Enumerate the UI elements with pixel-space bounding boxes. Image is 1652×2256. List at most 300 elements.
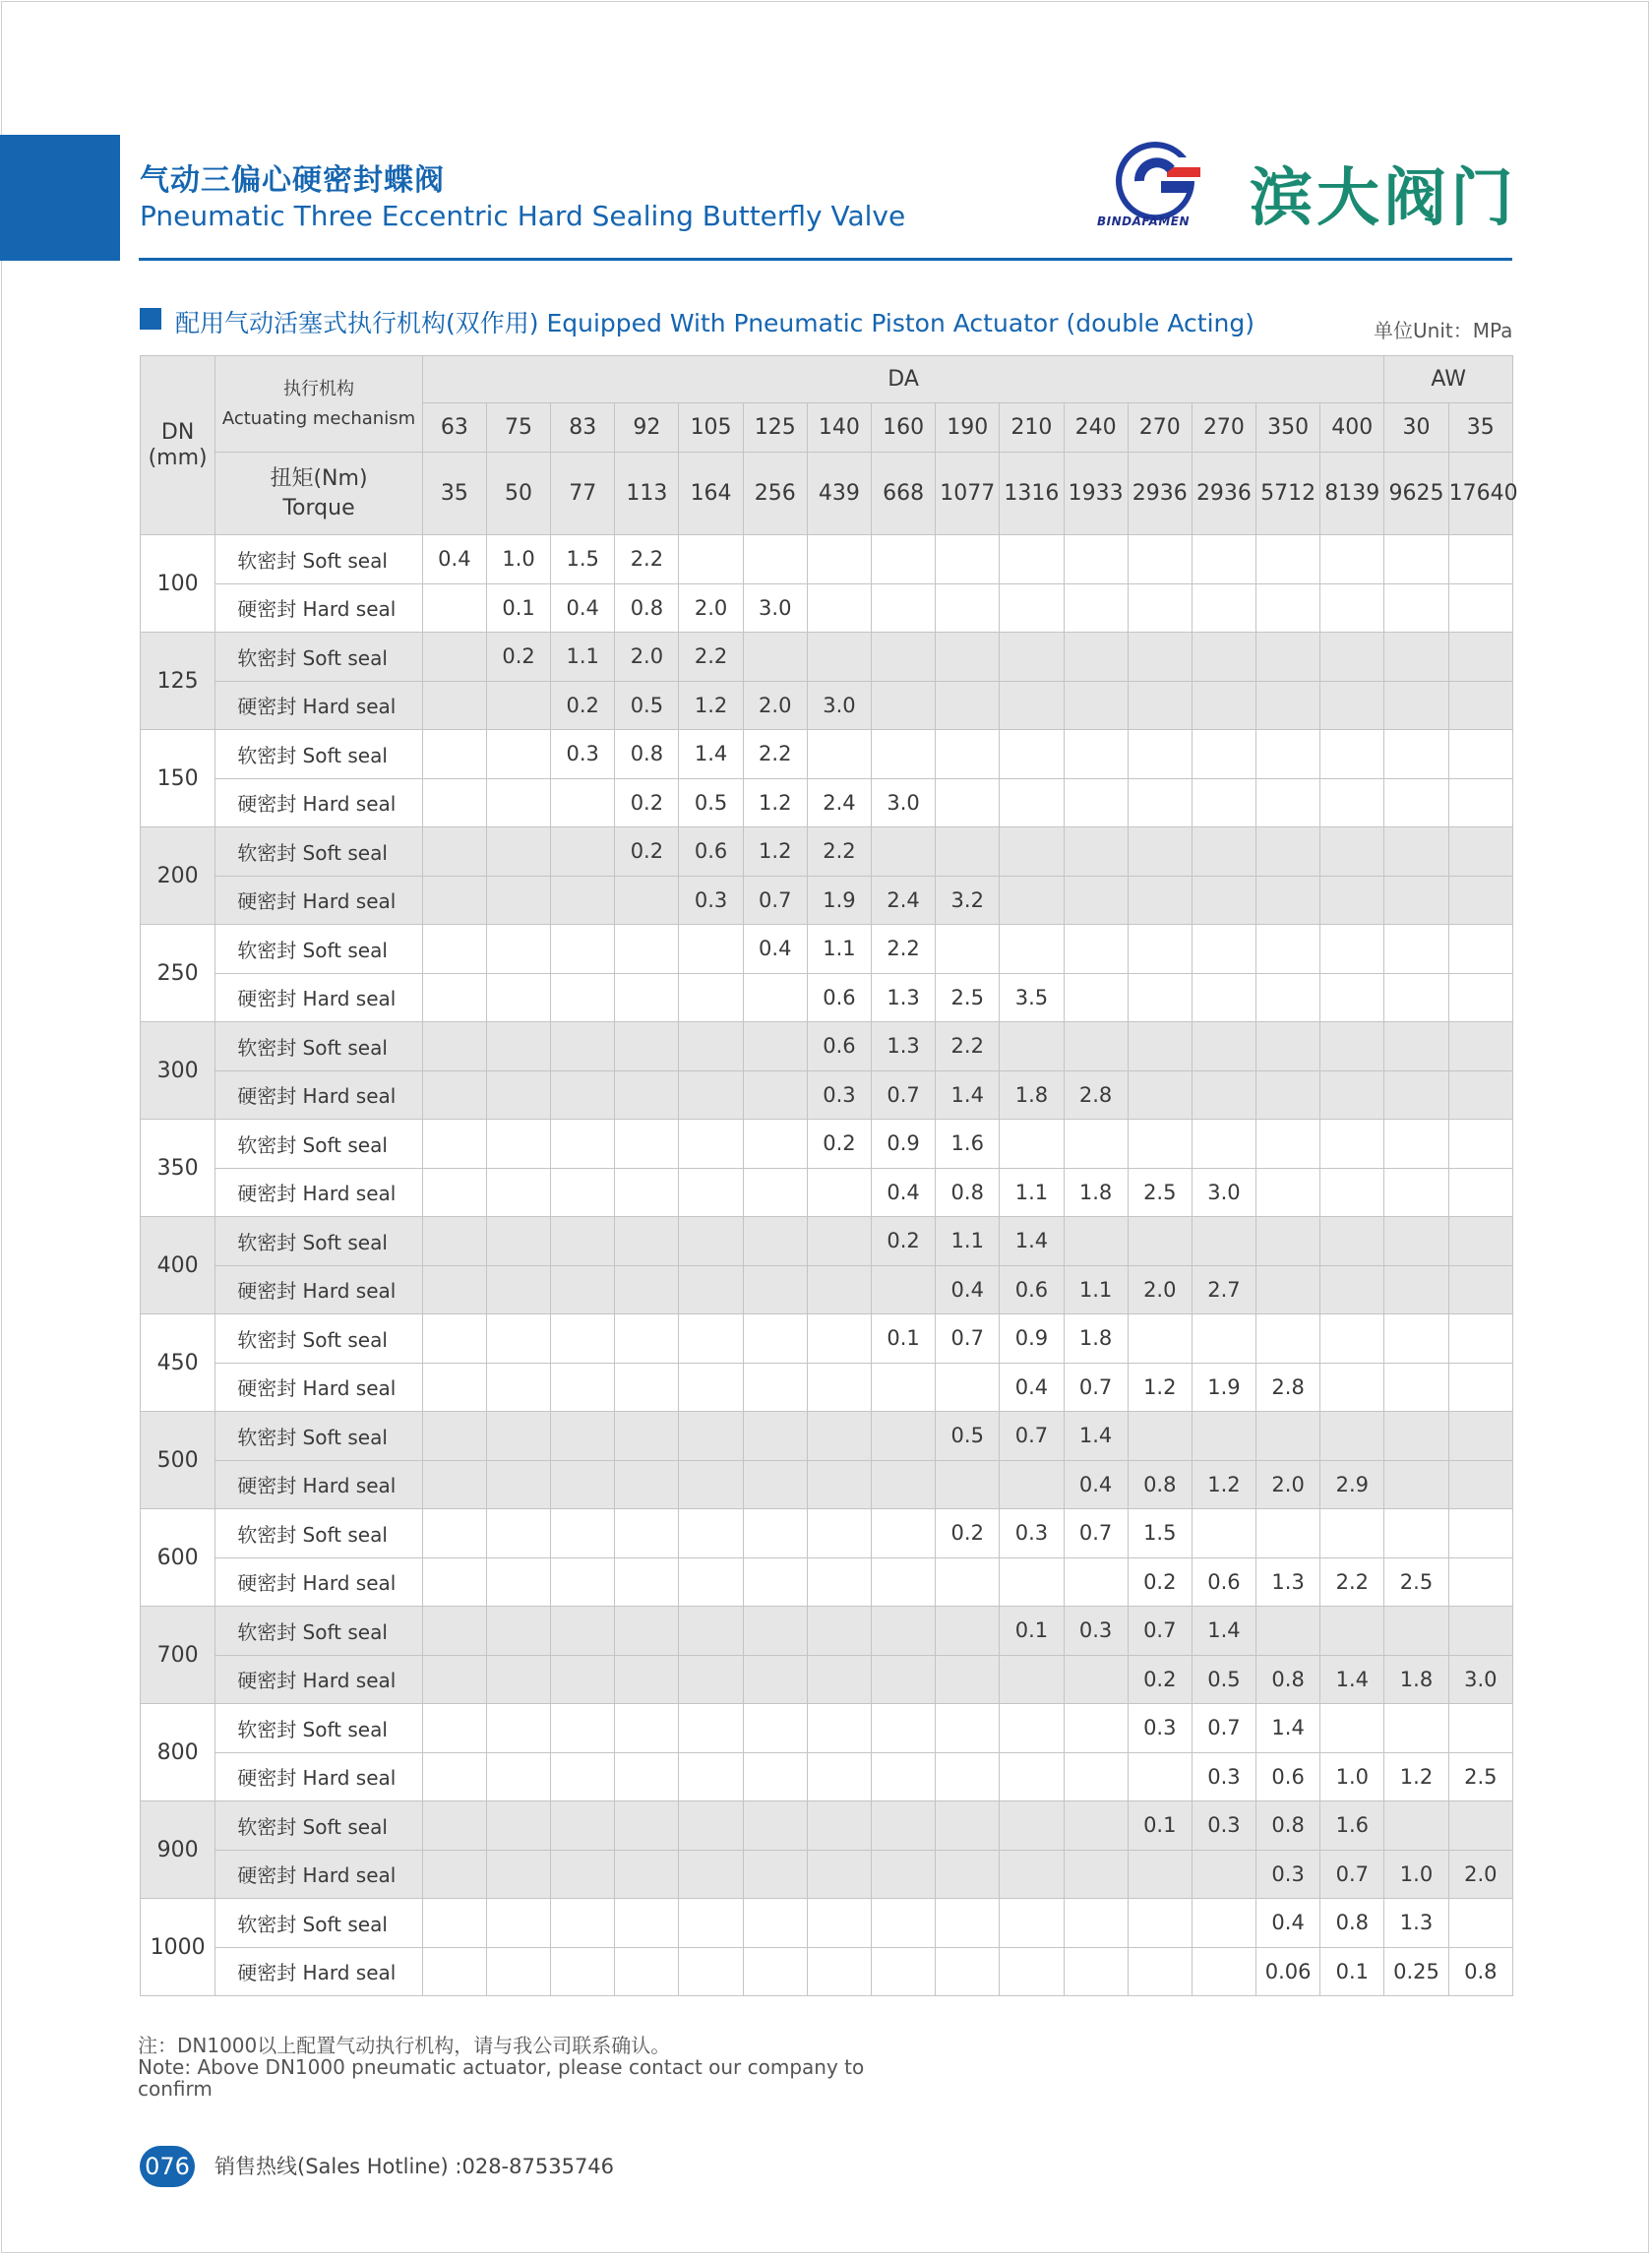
pressure-value-cell — [936, 633, 1000, 682]
pressure-value-cell: 1.4 — [1320, 1655, 1384, 1704]
table-row — [141, 778, 1513, 827]
pressure-value-cell — [872, 1607, 936, 1656]
pressure-value-cell — [1320, 633, 1384, 682]
pressure-value-cell — [1192, 633, 1255, 682]
dn-cell: 700 — [141, 1607, 215, 1704]
pressure-value-cell — [936, 535, 1000, 584]
pressure-value-cell: 1.4 — [1192, 1607, 1255, 1656]
pressure-value-cell — [551, 1704, 615, 1753]
pressure-value-cell — [1000, 1752, 1064, 1801]
pressure-value-cell: 0.25 — [1384, 1947, 1448, 1996]
pressure-value-cell: 1.1 — [807, 925, 871, 974]
table-row — [141, 1704, 1513, 1753]
table-row — [141, 535, 1513, 584]
pressure-value-cell: 0.3 — [1192, 1801, 1255, 1851]
table-row — [141, 1801, 1513, 1851]
actuator-size-cell: 35 — [1448, 403, 1512, 453]
pressure-value-cell — [807, 1655, 871, 1704]
pressure-value-cell: 0.4 — [422, 535, 486, 584]
pressure-value-cell — [1384, 1120, 1448, 1169]
pressure-value-cell — [807, 730, 871, 779]
pressure-value-cell: 0.4 — [1064, 1460, 1128, 1509]
pressure-value-cell — [679, 973, 743, 1022]
pressure-value-cell: 0.7 — [1064, 1363, 1128, 1412]
pressure-value-cell: 0.3 — [551, 730, 615, 779]
hard-seal-label: 硬密封 Hard seal — [215, 1850, 423, 1899]
pressure-value-cell: 1.2 — [1192, 1460, 1255, 1509]
dn-cell: 350 — [141, 1120, 215, 1217]
pressure-value-cell — [1384, 1265, 1448, 1314]
pressure-value-cell: 3.0 — [1448, 1655, 1512, 1704]
actuator-size-cell: 30 — [1384, 403, 1448, 453]
pressure-value-cell — [1320, 1217, 1384, 1266]
pressure-value-cell — [1192, 1412, 1255, 1461]
pressure-value-cell — [1448, 1607, 1512, 1656]
pressure-value-cell: 1.0 — [486, 535, 550, 584]
pressure-value-cell — [743, 1752, 807, 1801]
pressure-value-cell — [1448, 1217, 1512, 1266]
pressure-value-cell — [1256, 876, 1320, 925]
actuating-header — [215, 356, 423, 453]
pressure-value-cell — [615, 1801, 679, 1851]
pressure-value-cell — [1128, 973, 1192, 1022]
pressure-value-cell: 0.5 — [936, 1412, 1000, 1461]
pressure-value-cell — [1064, 1655, 1128, 1704]
pressure-value-cell — [1448, 583, 1512, 633]
pressure-value-cell: 0.6 — [1192, 1557, 1255, 1607]
pressure-value-cell: 2.2 — [743, 730, 807, 779]
pressure-value-cell: 2.5 — [1448, 1752, 1512, 1801]
pressure-value-cell — [1192, 1314, 1255, 1364]
pressure-value-cell — [807, 1412, 871, 1461]
pressure-value-cell — [422, 778, 486, 827]
pressure-value-cell: 0.2 — [615, 827, 679, 877]
pressure-value-cell: 2.2 — [872, 925, 936, 974]
pressure-value-cell — [807, 1460, 871, 1509]
pressure-value-cell: 0.2 — [486, 633, 550, 682]
pressure-value-cell — [1064, 1801, 1128, 1851]
pressure-value-cell — [615, 1022, 679, 1071]
pressure-value-cell — [1256, 778, 1320, 827]
pressure-value-cell: 0.2 — [615, 778, 679, 827]
pressure-value-cell — [1448, 1314, 1512, 1364]
pressure-value-cell — [1064, 1947, 1128, 1996]
pressure-value-cell: 2.4 — [872, 876, 936, 925]
pressure-value-cell — [679, 1168, 743, 1217]
pressure-value-cell — [422, 681, 486, 730]
pressure-value-cell — [1256, 1168, 1320, 1217]
pressure-value-cell — [551, 1217, 615, 1266]
pressure-value-cell — [551, 1460, 615, 1509]
pressure-value-cell: 0.4 — [936, 1265, 1000, 1314]
pressure-value-cell — [872, 583, 936, 633]
actuator-size-cell: 125 — [743, 403, 807, 453]
pressure-value-cell — [486, 827, 550, 877]
pressure-value-cell — [1000, 827, 1064, 877]
pressure-value-cell — [1192, 876, 1255, 925]
pressure-value-cell — [1448, 1412, 1512, 1461]
pressure-value-cell — [679, 1314, 743, 1364]
pressure-value-cell — [422, 973, 486, 1022]
table-row — [141, 1460, 1513, 1509]
torque-cell: 113 — [615, 453, 679, 535]
dn-cell: 500 — [141, 1412, 215, 1509]
pressure-value-cell — [1192, 1120, 1255, 1169]
pressure-value-cell — [1384, 876, 1448, 925]
header-accent-bar — [0, 135, 120, 261]
actuator-size-cell: 140 — [807, 403, 871, 453]
actuator-size-cell: 63 — [422, 403, 486, 453]
pressure-value-cell — [743, 1607, 807, 1656]
pressure-value-cell — [743, 1314, 807, 1364]
pressure-value-cell — [1448, 1899, 1512, 1948]
pressure-value-cell — [1384, 583, 1448, 633]
pressure-value-cell — [679, 1363, 743, 1412]
pressure-value-cell: 1.2 — [743, 778, 807, 827]
pressure-value-cell — [1128, 730, 1192, 779]
torque-cell: 77 — [551, 453, 615, 535]
table-row — [141, 633, 1513, 682]
pressure-value-cell: 0.2 — [807, 1120, 871, 1169]
pressure-value-cell: 3.0 — [807, 681, 871, 730]
pressure-value-cell — [1064, 1557, 1128, 1607]
pressure-value-cell — [743, 633, 807, 682]
torque-cell: 50 — [486, 453, 550, 535]
pressure-value-cell — [936, 730, 1000, 779]
pressure-value-cell — [1384, 1363, 1448, 1412]
table-row — [141, 1070, 1513, 1120]
pressure-value-cell: 0.4 — [1000, 1363, 1064, 1412]
pressure-value-cell — [1384, 633, 1448, 682]
pressure-value-cell — [615, 1120, 679, 1169]
torque-cell: 17640 — [1448, 453, 1512, 535]
pressure-value-cell: 1.8 — [1000, 1070, 1064, 1120]
pressure-value-cell: 0.2 — [1128, 1655, 1192, 1704]
pressure-value-cell: 0.2 — [1128, 1557, 1192, 1607]
soft-seal-label: 软密封 Soft seal — [215, 1704, 423, 1753]
table-row — [141, 1022, 1513, 1071]
soft-seal-label: 软密封 Soft seal — [215, 1022, 423, 1071]
actuator-size-cell: 350 — [1256, 403, 1320, 453]
pressure-value-cell — [1320, 1363, 1384, 1412]
pressure-value-cell — [551, 1412, 615, 1461]
pressure-value-cell — [743, 1265, 807, 1314]
actuator-size-cell: 400 — [1320, 403, 1384, 453]
pressure-value-cell: 2.8 — [1064, 1070, 1128, 1120]
table-row — [141, 1217, 1513, 1266]
pressure-value-cell — [1256, 973, 1320, 1022]
pressure-value-cell — [807, 1752, 871, 1801]
pressure-value-cell: 2.0 — [1448, 1850, 1512, 1899]
table-row — [141, 1314, 1513, 1364]
pressure-value-cell — [1448, 1801, 1512, 1851]
pressure-value-cell: 2.2 — [615, 535, 679, 584]
pressure-value-cell — [1448, 925, 1512, 974]
pressure-value-cell: 2.5 — [1384, 1557, 1448, 1607]
dn-cell: 300 — [141, 1022, 215, 1120]
pressure-value-cell — [615, 1557, 679, 1607]
pressure-value-cell — [936, 1704, 1000, 1753]
torque-cell: 256 — [743, 453, 807, 535]
pressure-value-cell — [743, 1704, 807, 1753]
pressure-value-cell — [486, 778, 550, 827]
pressure-value-cell — [1320, 1704, 1384, 1753]
pressure-value-cell — [615, 925, 679, 974]
pressure-value-cell — [486, 1752, 550, 1801]
pressure-value-cell: 0.2 — [872, 1217, 936, 1266]
soft-seal-label: 软密封 Soft seal — [215, 1217, 423, 1266]
pressure-value-cell: 0.8 — [1256, 1801, 1320, 1851]
pressure-value-cell — [679, 1752, 743, 1801]
pressure-value-cell — [486, 1412, 550, 1461]
pressure-value-cell — [1064, 827, 1128, 877]
footnote-cn: 注：DN1000以上配置气动执行机构，请与我公司联系确认。 — [138, 2034, 671, 2057]
hard-seal-label: 硬密封 Hard seal — [215, 1460, 423, 1509]
pressure-value-cell — [679, 1655, 743, 1704]
pressure-value-cell — [551, 1120, 615, 1169]
pressure-value-cell — [615, 1752, 679, 1801]
pressure-value-cell: 2.0 — [1128, 1265, 1192, 1314]
pressure-value-cell — [1128, 876, 1192, 925]
pressure-value-cell — [936, 1850, 1000, 1899]
table-row — [141, 1557, 1513, 1607]
table-row — [141, 1947, 1513, 1996]
pressure-value-cell — [486, 1704, 550, 1753]
pressure-value-cell — [1384, 925, 1448, 974]
pressure-value-cell — [615, 1704, 679, 1753]
pressure-value-cell — [1448, 730, 1512, 779]
pressure-value-cell: 1.1 — [551, 633, 615, 682]
pressure-value-cell — [615, 1899, 679, 1948]
pressure-value-cell: 2.2 — [1320, 1557, 1384, 1607]
pressure-value-cell — [1000, 876, 1064, 925]
pressure-value-cell — [872, 1655, 936, 1704]
table-row — [141, 1363, 1513, 1412]
pressure-value-cell — [1064, 1217, 1128, 1266]
pressure-value-cell — [936, 827, 1000, 877]
pressure-value-cell — [1064, 1850, 1128, 1899]
pressure-value-cell — [1320, 973, 1384, 1022]
pressure-value-cell — [1192, 973, 1255, 1022]
actuating-label-cn: 执行机构 — [283, 378, 354, 399]
pressure-value-cell — [1000, 1899, 1064, 1948]
pressure-value-cell: 0.6 — [807, 1022, 871, 1071]
actuator-size-cell: 75 — [486, 403, 550, 453]
pressure-value-cell — [1000, 535, 1064, 584]
pressure-value-cell — [1192, 1509, 1255, 1558]
pressure-value-cell — [1000, 1120, 1064, 1169]
pressure-value-cell — [422, 1022, 486, 1071]
hard-seal-label: 硬密封 Hard seal — [215, 583, 423, 633]
pressure-value-cell — [679, 1120, 743, 1169]
soft-seal-label: 软密封 Soft seal — [215, 1120, 423, 1169]
pressure-value-cell — [743, 1557, 807, 1607]
pressure-value-cell: 1.0 — [1384, 1850, 1448, 1899]
pressure-value-cell — [872, 1752, 936, 1801]
pressure-value-cell — [551, 925, 615, 974]
pressure-value-cell: 1.1 — [1064, 1265, 1128, 1314]
pressure-value-cell: 1.9 — [1192, 1363, 1255, 1412]
pressure-value-cell: 1.4 — [1000, 1217, 1064, 1266]
table-row — [141, 1120, 1513, 1169]
pressure-value-cell — [486, 1265, 550, 1314]
pressure-value-cell — [1384, 1314, 1448, 1364]
pressure-value-cell: 0.3 — [1256, 1850, 1320, 1899]
pressure-value-cell: 0.6 — [807, 973, 871, 1022]
pressure-value-cell — [1384, 827, 1448, 877]
pressure-value-cell — [1000, 1704, 1064, 1753]
pressure-value-cell — [743, 1460, 807, 1509]
pressure-value-cell — [1064, 876, 1128, 925]
pressure-value-cell — [936, 681, 1000, 730]
pressure-value-cell — [1064, 1120, 1128, 1169]
pressure-value-cell — [1320, 535, 1384, 584]
pressure-value-cell: 1.2 — [679, 681, 743, 730]
pressure-value-cell — [807, 1899, 871, 1948]
pressure-value-cell — [1448, 681, 1512, 730]
pressure-value-cell — [743, 535, 807, 584]
soft-seal-label: 软密封 Soft seal — [215, 925, 423, 974]
pressure-value-cell — [551, 778, 615, 827]
pressure-value-cell — [551, 1070, 615, 1120]
section-marker — [140, 308, 161, 330]
pressure-value-cell — [615, 973, 679, 1022]
pressure-value-cell — [1448, 1022, 1512, 1071]
pressure-value-cell: 0.3 — [1128, 1704, 1192, 1753]
pressure-value-cell — [743, 973, 807, 1022]
table-row — [141, 1509, 1513, 1558]
pressure-value-cell — [615, 1265, 679, 1314]
pressure-value-cell — [1448, 1460, 1512, 1509]
hard-seal-label: 硬密封 Hard seal — [215, 1168, 423, 1217]
pressure-value-cell — [807, 1704, 871, 1753]
pressure-value-cell — [422, 1412, 486, 1461]
pressure-value-cell — [615, 1509, 679, 1558]
hard-seal-label: 硬密封 Hard seal — [215, 1070, 423, 1120]
pressure-value-cell: 1.3 — [1256, 1557, 1320, 1607]
pressure-value-cell: 1.3 — [872, 973, 936, 1022]
pressure-value-cell — [551, 827, 615, 877]
pressure-value-cell — [422, 1947, 486, 1996]
pressure-value-cell — [486, 681, 550, 730]
dn-cell: 400 — [141, 1217, 215, 1314]
pressure-value-cell: 0.6 — [679, 827, 743, 877]
spec-table — [140, 355, 1518, 1996]
pressure-value-cell — [872, 535, 936, 584]
pressure-value-cell — [1384, 778, 1448, 827]
pressure-value-cell: 0.06 — [1256, 1947, 1320, 1996]
soft-seal-label: 软密封 Soft seal — [215, 1801, 423, 1851]
pressure-value-cell — [1448, 973, 1512, 1022]
page-title-cn: 气动三偏心硬密封蝶阀 — [140, 163, 445, 198]
pressure-value-cell: 0.1 — [872, 1314, 936, 1364]
pressure-value-cell — [1384, 1022, 1448, 1071]
pressure-value-cell — [1128, 681, 1192, 730]
actuator-size-cell: 270 — [1128, 403, 1192, 453]
pressure-value-cell — [1448, 1265, 1512, 1314]
pressure-value-cell — [1384, 535, 1448, 584]
soft-seal-label: 软密封 Soft seal — [215, 1607, 423, 1656]
pressure-value-cell — [1256, 535, 1320, 584]
pressure-value-cell — [422, 633, 486, 682]
pressure-value-cell — [1000, 1022, 1064, 1071]
pressure-value-cell — [1192, 925, 1255, 974]
pressure-value-cell — [807, 1607, 871, 1656]
pressure-value-cell — [1448, 1704, 1512, 1753]
pressure-value-cell: 0.1 — [1000, 1607, 1064, 1656]
pressure-value-cell — [1192, 827, 1255, 877]
pressure-value-cell — [679, 1557, 743, 1607]
pressure-value-cell — [807, 1947, 871, 1996]
torque-cell: 35 — [422, 453, 486, 535]
pressure-value-cell — [1256, 1607, 1320, 1656]
dn-cell: 200 — [141, 827, 215, 925]
pressure-value-cell — [1064, 583, 1128, 633]
dn-cell: 1000 — [141, 1899, 215, 1996]
pressure-value-cell — [486, 1070, 550, 1120]
pressure-value-cell — [1320, 827, 1384, 877]
pressure-value-cell — [872, 1947, 936, 1996]
pressure-value-cell — [679, 1217, 743, 1266]
pressure-value-cell — [743, 1070, 807, 1120]
dn-cell: 100 — [141, 535, 215, 633]
pressure-value-cell — [1128, 1314, 1192, 1364]
pressure-value-cell — [1064, 681, 1128, 730]
hard-seal-label: 硬密封 Hard seal — [215, 778, 423, 827]
pressure-value-cell — [872, 1460, 936, 1509]
pressure-value-cell — [1192, 1899, 1255, 1948]
pressure-value-cell — [486, 730, 550, 779]
pressure-value-cell — [615, 1850, 679, 1899]
pressure-value-cell — [936, 1557, 1000, 1607]
pressure-value-cell: 1.8 — [1064, 1314, 1128, 1364]
pressure-value-cell — [807, 1801, 871, 1851]
pressure-value-cell — [1192, 1070, 1255, 1120]
dn-cell: 450 — [141, 1314, 215, 1412]
pressure-value-cell — [1320, 1022, 1384, 1071]
pressure-value-cell — [679, 1899, 743, 1948]
torque-row — [141, 453, 1513, 535]
pressure-value-cell — [551, 1607, 615, 1656]
pressure-value-cell — [1000, 583, 1064, 633]
pressure-value-cell — [872, 1850, 936, 1899]
brand-name: 滨大阀门 — [1250, 162, 1517, 235]
group-aw-header: AW — [1384, 356, 1513, 403]
pressure-value-cell — [1256, 1412, 1320, 1461]
pressure-value-cell — [551, 1363, 615, 1412]
pressure-value-cell — [872, 681, 936, 730]
pressure-value-cell — [486, 1947, 550, 1996]
table-row — [141, 1850, 1513, 1899]
pressure-value-cell: 0.3 — [1000, 1509, 1064, 1558]
table-row — [141, 973, 1513, 1022]
pressure-value-cell — [1256, 1314, 1320, 1364]
pressure-value-cell — [872, 1557, 936, 1607]
group-da-header: DA — [422, 356, 1384, 403]
torque-cell: 668 — [872, 453, 936, 535]
pressure-value-cell — [486, 1850, 550, 1899]
pressure-value-cell — [422, 1168, 486, 1217]
table-row — [141, 1607, 1513, 1656]
pressure-value-cell — [1320, 1314, 1384, 1364]
hard-seal-label: 硬密封 Hard seal — [215, 1557, 423, 1607]
pressure-value-cell — [422, 1557, 486, 1607]
pressure-value-cell — [1320, 1265, 1384, 1314]
pressure-value-cell — [679, 1412, 743, 1461]
pressure-value-cell — [1256, 1217, 1320, 1266]
pressure-value-cell — [679, 1947, 743, 1996]
table-row — [141, 583, 1513, 633]
